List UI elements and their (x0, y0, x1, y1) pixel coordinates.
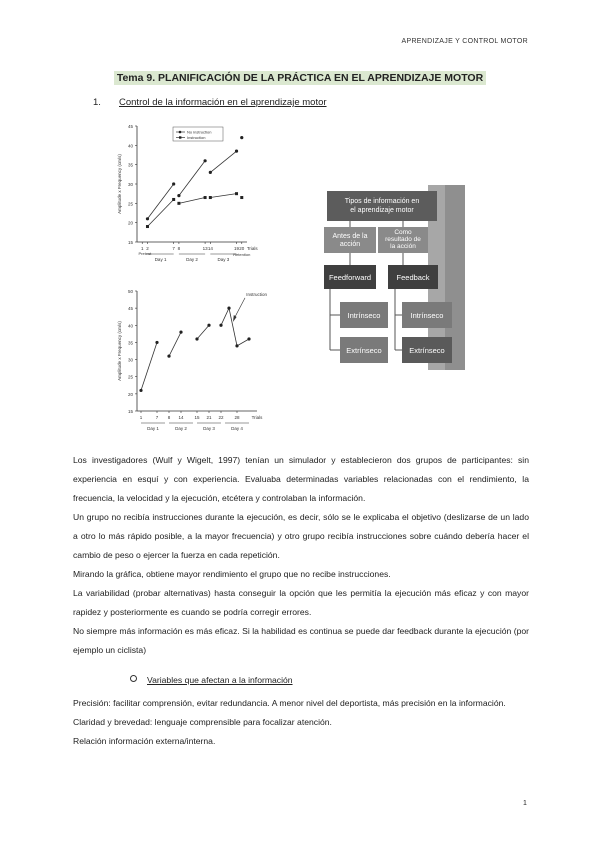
diagram-root-label: Tipos de información en el aprendizaje motor (344, 198, 420, 214)
annotation-label: Instruction (246, 292, 267, 298)
x-tick-label: 21 (206, 415, 212, 420)
x-tick-label: 8 (177, 246, 181, 251)
y-tick-label: 35 (127, 162, 133, 168)
body-text-1 (73, 451, 529, 660)
x-tick-label: 19 (234, 246, 240, 251)
data-point (240, 196, 243, 199)
data-point (155, 341, 158, 344)
data-point (139, 389, 142, 392)
day-label: Day 1 (154, 257, 167, 262)
paragraph: Los investigadores (Wulf y Wigelt, 1997) tenían un simulador y establecieron dos grupos de participantes: sin experiencia en esquí y con experiencia. Evaluaba determinadas variables relacionadas con el rendimiento, la frecuencia, la velocidad y la ejecución, etcétera y controlaban la información. (73, 455, 529, 503)
series-line (210, 151, 236, 172)
diagram-fb-intrinsic-label: Intrínseco (410, 311, 444, 320)
diagram-fb-extrinsic-label: Extrínseco (409, 346, 445, 355)
day-label: Day 4 (231, 426, 243, 431)
series-line (141, 342, 157, 390)
data-point (235, 150, 238, 153)
data-point (195, 337, 198, 340)
x-tick-label: 8 (167, 415, 171, 420)
diagram-after-label: Como resultado de la acción (385, 229, 421, 250)
body-text-2 (73, 694, 529, 751)
section-heading: 1. Control de la información en el aprendizaje motor (93, 97, 327, 108)
y-tick-label: 45 (127, 124, 133, 129)
x-tick-label: 13 (202, 246, 208, 251)
circle-bullet-icon (130, 675, 137, 682)
annotation-arrowhead (233, 315, 237, 322)
legend-label: Instruction (187, 135, 206, 140)
series-line (210, 194, 236, 198)
series-line (169, 332, 181, 356)
data-point (204, 196, 207, 199)
chart-bottom (113, 285, 273, 445)
data-point (207, 324, 210, 327)
y-tick-label: 25 (127, 201, 133, 207)
data-point (209, 196, 212, 199)
y-tick-label: 20 (127, 220, 133, 226)
x-tick-label: 1 (140, 246, 144, 251)
legend-label: No instruction (187, 129, 212, 135)
y-tick-label: 35 (127, 340, 133, 346)
series-line (221, 308, 249, 346)
diagram-ff-intrinsic-label: Intrínseco (347, 311, 381, 320)
x-tick-label: Trials (251, 415, 263, 420)
legend-marker (179, 131, 182, 134)
day-label: Day 3 (217, 257, 230, 262)
data-point (177, 194, 180, 197)
data-point (146, 217, 149, 220)
series-line (179, 161, 205, 196)
running-header: APRENDIZAJE Y CONTROL MOTOR (401, 38, 528, 45)
legend-marker (179, 136, 181, 138)
x-tick-label: 2 (146, 246, 149, 251)
data-point (240, 136, 243, 139)
info-types-diagram (320, 185, 465, 370)
y-tick-label: 15 (127, 240, 133, 245)
x-tick-label: 7 (155, 415, 159, 420)
data-point (203, 159, 206, 162)
paragraph: Precisión: facilitar comprensión, evitar redundancia. A menor nivel del deportista, más precisión en la información. (73, 698, 506, 708)
y-tick-label: 25 (127, 374, 133, 380)
y-axis-label: Amplitude x Frequency (cm/s) (117, 321, 122, 381)
data-point (179, 331, 182, 334)
x-tick-label: 14 (207, 246, 213, 251)
diagram-feedforward-label: Feedforward (328, 273, 372, 282)
y-tick-label: 50 (127, 289, 133, 294)
data-point (209, 171, 212, 174)
series-line (197, 325, 209, 339)
y-tick-label: 40 (127, 143, 133, 149)
data-point (177, 202, 180, 205)
paragraph: Relación información externa/interna. (73, 736, 216, 746)
diagram-before-label: Antes de la acción (332, 233, 368, 248)
x-tick-label: 15 (194, 415, 200, 420)
data-point (235, 192, 238, 195)
page-number: 1 (523, 800, 527, 807)
y-axis-label: Amplitude x Frequency (cm/s) (117, 154, 122, 214)
paragraph: Claridad y brevedad: lenguaje comprensible para focalizar atención. (73, 717, 332, 727)
x-tick-label: Trials (246, 246, 258, 251)
data-point (219, 324, 222, 327)
data-point (247, 337, 250, 340)
x-note-left: Pretest (138, 251, 152, 256)
diagram-root-box (327, 191, 437, 221)
data-point (227, 307, 230, 310)
series-line (147, 184, 173, 219)
data-point (172, 198, 175, 201)
y-tick-label: 30 (127, 357, 133, 363)
series-line (179, 198, 205, 204)
chart-top (113, 118, 273, 278)
data-point (146, 225, 149, 228)
page-title: Tema 9. PLANIFICACIÓN DE LA PRÁCTICA EN EL APRENDIZAJE MOTOR (0, 72, 600, 84)
data-point (167, 355, 170, 358)
y-tick-label: 45 (127, 306, 133, 312)
y-tick-label: 15 (127, 409, 133, 414)
y-tick-label: 40 (127, 323, 133, 329)
day-label: Day 2 (186, 257, 198, 262)
data-point (235, 344, 238, 347)
x-tick-label: 22 (218, 415, 224, 420)
x-tick-label: 14 (178, 415, 184, 420)
day-label: Day 1 (147, 426, 159, 431)
x-tick-label: 7 (172, 246, 175, 251)
x-note-right: Retention (233, 252, 251, 257)
x-tick-label: 28 (234, 415, 240, 420)
day-label: Day 3 (203, 426, 215, 431)
day-label: Day 2 (175, 426, 187, 431)
annotation-arrow (234, 298, 245, 319)
data-point (172, 182, 175, 185)
y-tick-label: 30 (127, 182, 133, 187)
paragraph: Un grupo no recibía instrucciones durante la ejecución, es decir, sólo se le explicaba el objetivo (deslizarse de un lado a otro lo más rápido posible, a la mayor frecuencia) y otro grupo recibía instrucciones sobre cuándo debería hacer el cambio de peso o ejercer la fuerza en cada repetición. (73, 512, 529, 560)
subsection-heading: Variables que afectan a la información (130, 675, 293, 685)
paragraph: No siempre más información es más eficaz. Si la habilidad es continua se puede dar feedback durante la ejecución (por ejemplo un ciclista) (73, 626, 529, 655)
paragraph: Mirando la gráfica, obtiene mayor rendimiento el grupo que no recibe instrucciones. (73, 569, 391, 579)
x-tick-label: 1 (139, 415, 143, 420)
paragraph: La variabilidad (probar alternativas) hasta conseguir la opción que les permitía la ejecución más eficaz y con mayor rapidez y posteriormente es cuando se podría corregir errores. (73, 588, 529, 617)
y-tick-label: 20 (127, 391, 133, 397)
diagram-before-box (324, 227, 376, 253)
diagram-feedback-label: Feedback (396, 273, 430, 282)
x-tick-label: 20 (239, 246, 245, 251)
diagram-ff-extrinsic-label: Extrínseco (346, 346, 382, 355)
